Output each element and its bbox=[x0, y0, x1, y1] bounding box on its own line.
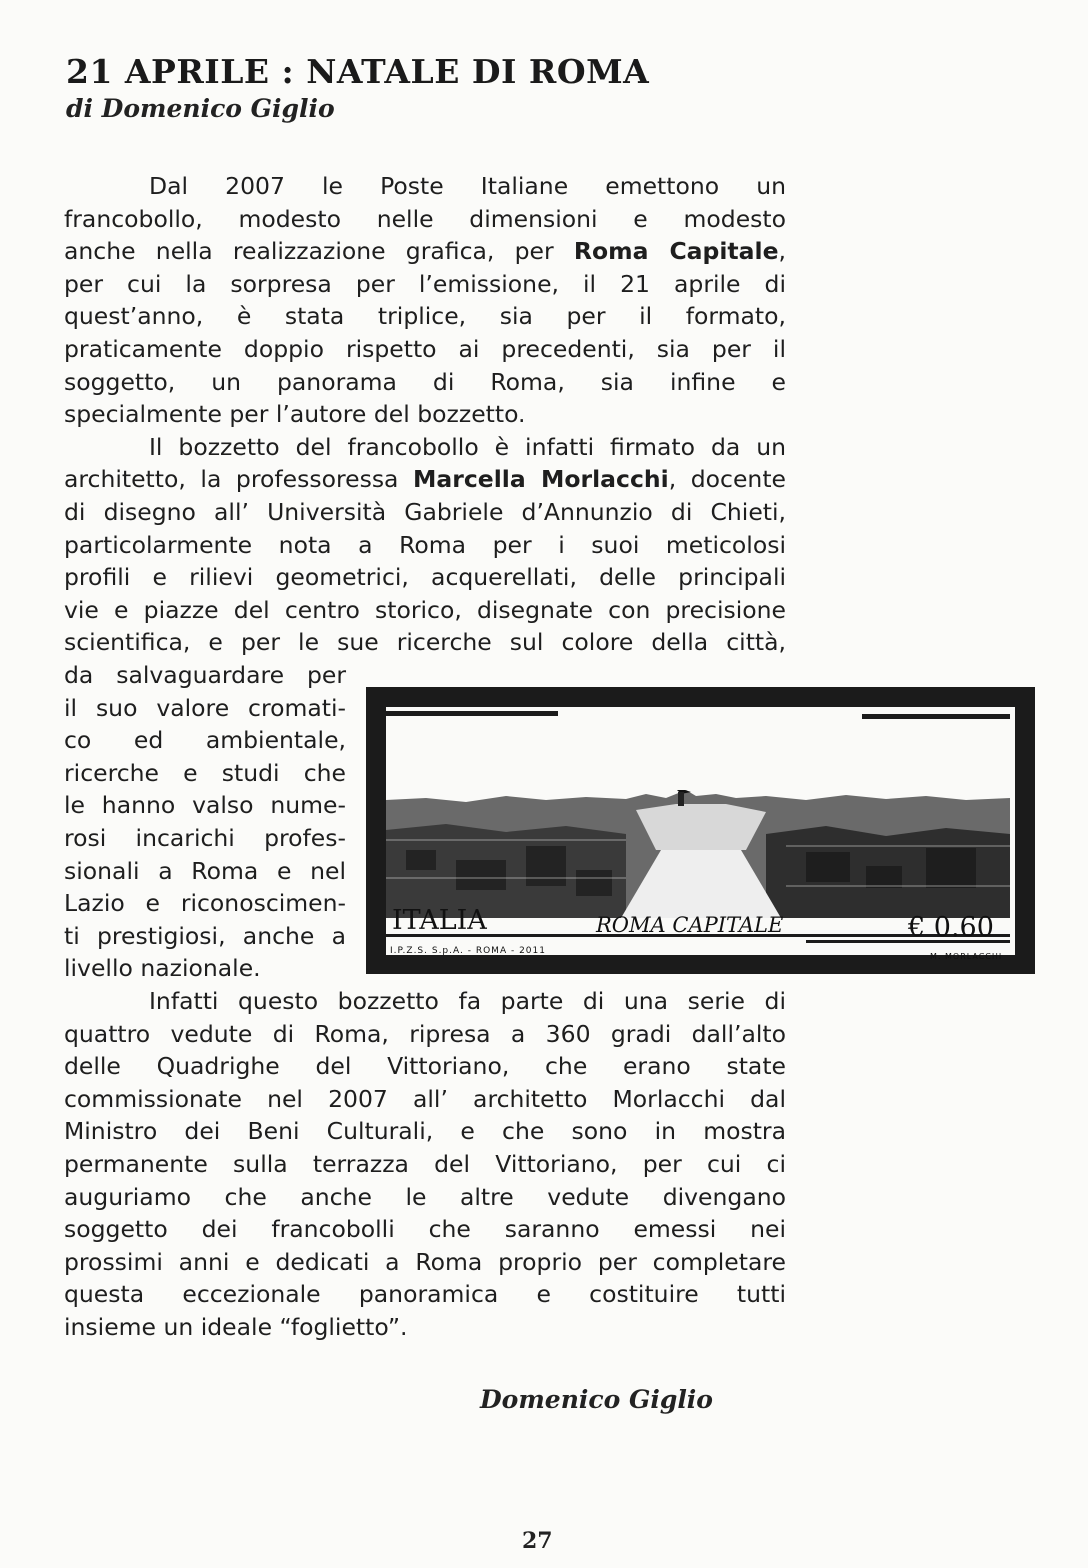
text-line: particolarmente nota a Roma per i suoi meticolosi bbox=[64, 530, 786, 559]
text-line bbox=[64, 235, 786, 268]
text-fragment: anche nella realizzazione grafica, per bbox=[64, 237, 574, 266]
article-byline: di Domenico Giglio bbox=[66, 94, 335, 123]
text-line bbox=[64, 463, 786, 496]
author-signature: Domenico Giglio bbox=[480, 1385, 713, 1414]
text-line: Dal 2007 le Poste Italiane emettono un bbox=[149, 172, 786, 200]
text-line: soggetto dei francobolli che saranno emessi nei bbox=[64, 1215, 786, 1244]
text-line: auguriamo che anche le altre vedute divengano bbox=[64, 1182, 786, 1211]
article-title: 21 APRILE : NATALE DI ROMA bbox=[66, 52, 650, 91]
text-line: ricerche e studi che bbox=[64, 758, 346, 787]
text-line: livello nazionale. bbox=[64, 954, 261, 983]
text-line: delle Quadrighe del Vittoriano, che erano state bbox=[64, 1052, 786, 1081]
text-line: da salvaguardare per bbox=[64, 661, 346, 689]
text-line: le hanno valso nume- bbox=[64, 791, 346, 820]
stamp-printer-imprint: I.P.Z.S. S.p.A. - ROMA - 2011 bbox=[390, 946, 546, 956]
page-number: 27 bbox=[522, 1528, 553, 1554]
text-line: rosi incarichi profes- bbox=[64, 824, 346, 852]
text-line: prossimi anni e dedicati a Roma proprio per completare bbox=[64, 1247, 786, 1276]
text-line: quattro vedute di Roma, ripresa a 360 gradi dall’alto bbox=[64, 1019, 786, 1048]
text-line: profili e rilievi geometrici, acquerellati, delle principali bbox=[64, 563, 786, 592]
text-line: il suo valore cromati- bbox=[64, 693, 346, 722]
text-line: insieme un ideale “foglietto”. bbox=[64, 1313, 408, 1341]
text-line: soggetto, un panorama di Roma, sia infine e bbox=[64, 367, 786, 396]
text-line: permanente sulla terrazza del Vittoriano, per cui ci bbox=[64, 1150, 786, 1178]
text-fragment: architetto, la professoressa bbox=[64, 465, 414, 494]
text-fragment: , docente bbox=[668, 465, 786, 494]
rome-panorama-illustration bbox=[386, 790, 1010, 918]
text-fragment: , bbox=[778, 237, 786, 266]
highlighted-name: Roma Capitale bbox=[573, 237, 779, 266]
highlighted-name: Marcella Morlacchi bbox=[413, 465, 669, 494]
text-line: Lazio e riconoscimen- bbox=[64, 889, 346, 918]
text-line: per cui la sorpresa per l’emissione, il 21 aprile di bbox=[64, 269, 786, 298]
text-line: Il bozzetto del francobollo è infatti firmato da un bbox=[149, 432, 786, 461]
stamp-country: ITALIA bbox=[392, 905, 487, 936]
text-line: sionali a Roma e nel bbox=[64, 856, 346, 885]
stamp-top-rule-left bbox=[386, 711, 558, 716]
text-line: praticamente doppio rispetto ai precedenti, sia per il bbox=[64, 335, 786, 363]
text-line: di disegno all’ Università Gabriele d’Annunzio di Chieti, bbox=[64, 498, 786, 526]
text-line: commissionate nel 2007 all’ architetto Morlacchi dal bbox=[64, 1084, 786, 1113]
text-line: specialmente per l’autore del bozzetto. bbox=[64, 400, 526, 429]
text-line: questa eccezionale panoramica e costituire tutti bbox=[64, 1280, 786, 1309]
text-line: quest’anno, è stata triplice, sia per il formato, bbox=[64, 302, 786, 331]
text-line: vie e piazze del centro storico, disegnate con precisione bbox=[64, 595, 786, 624]
text-line: scientifica, e per le sue ricerche sul colore della città, bbox=[64, 628, 786, 657]
text-line: Ministro dei Beni Culturali, e che sono in mostra bbox=[64, 1117, 786, 1146]
stamp-artist-credit: M. MORLACCHI bbox=[930, 952, 1003, 961]
text-line: ti prestigiosi, anche a bbox=[64, 921, 346, 950]
text-line: co ed ambientale, bbox=[64, 726, 346, 755]
stamp-caption: ROMA CAPITALE bbox=[596, 913, 784, 937]
stamp-top-rule-right bbox=[862, 714, 1010, 719]
text-line: francobollo, modesto nelle dimensioni e modesto bbox=[64, 204, 786, 233]
stamp-value: € 0.60 bbox=[908, 912, 994, 943]
text-line: Infatti questo bozzetto fa parte di una serie di bbox=[149, 987, 786, 1015]
